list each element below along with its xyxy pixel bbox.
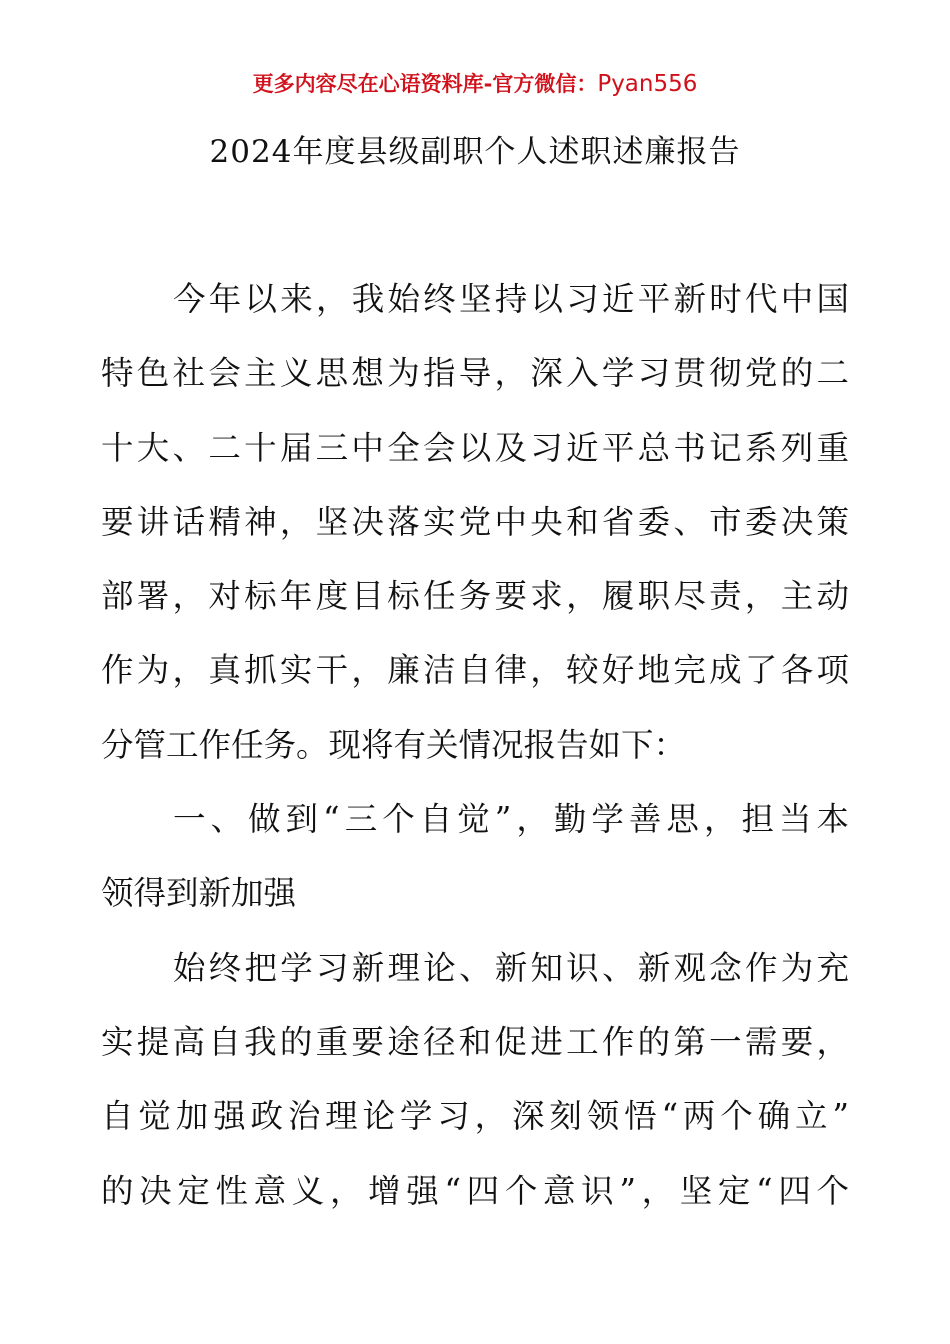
paragraph-line: 特色社会主义思想为指导，深入学习贯彻党的二: [101, 354, 849, 393]
paragraph-line: 作为，真抓实干，廉洁自律，较好地完成了各项: [101, 651, 849, 690]
banner-library-text: 更多内容尽在心语资料库: [252, 72, 484, 96]
section-heading-line: 一、做到“三个自觉”，勤学善思，担当本: [173, 800, 849, 839]
paragraph-line: 部署，对标年度目标任务要求，履职尽责，主动: [101, 577, 849, 616]
document-body: [101, 262, 849, 1228]
paragraph-line: 分管工作任务。现将有关情况报告如下：: [101, 725, 687, 764]
banner-wechat-label: -官方微信：: [483, 72, 598, 96]
paragraph-line: 今年以来，我始终坚持以习近平新时代中国: [173, 280, 849, 318]
paragraph-line: 实提高自我的重要途径和促进工作的第一需要，: [101, 1022, 849, 1061]
section-heading-line: 领得到新加强: [101, 874, 297, 913]
document-title: 2024年度县级副职个人述职述廉报告: [209, 134, 741, 170]
paragraph-line: 要讲话精神，坚决落实党中央和省委、市委决策: [101, 502, 849, 541]
paragraph-line: 始终把学习新理论、新知识、新观念作为充: [173, 948, 849, 987]
banner-wechat-id: Pyan556: [597, 71, 698, 97]
paragraph-line: 十大、二十届三中全会以及习近平总书记系列重: [101, 428, 849, 467]
paragraph-line: 的决定性意义，增强“四个意识”，坚定“四个: [101, 1171, 849, 1210]
source-banner: [0, 66, 950, 102]
paragraph-line: 自觉加强政治理论学习，深刻领悟“两个确立”: [101, 1097, 849, 1136]
